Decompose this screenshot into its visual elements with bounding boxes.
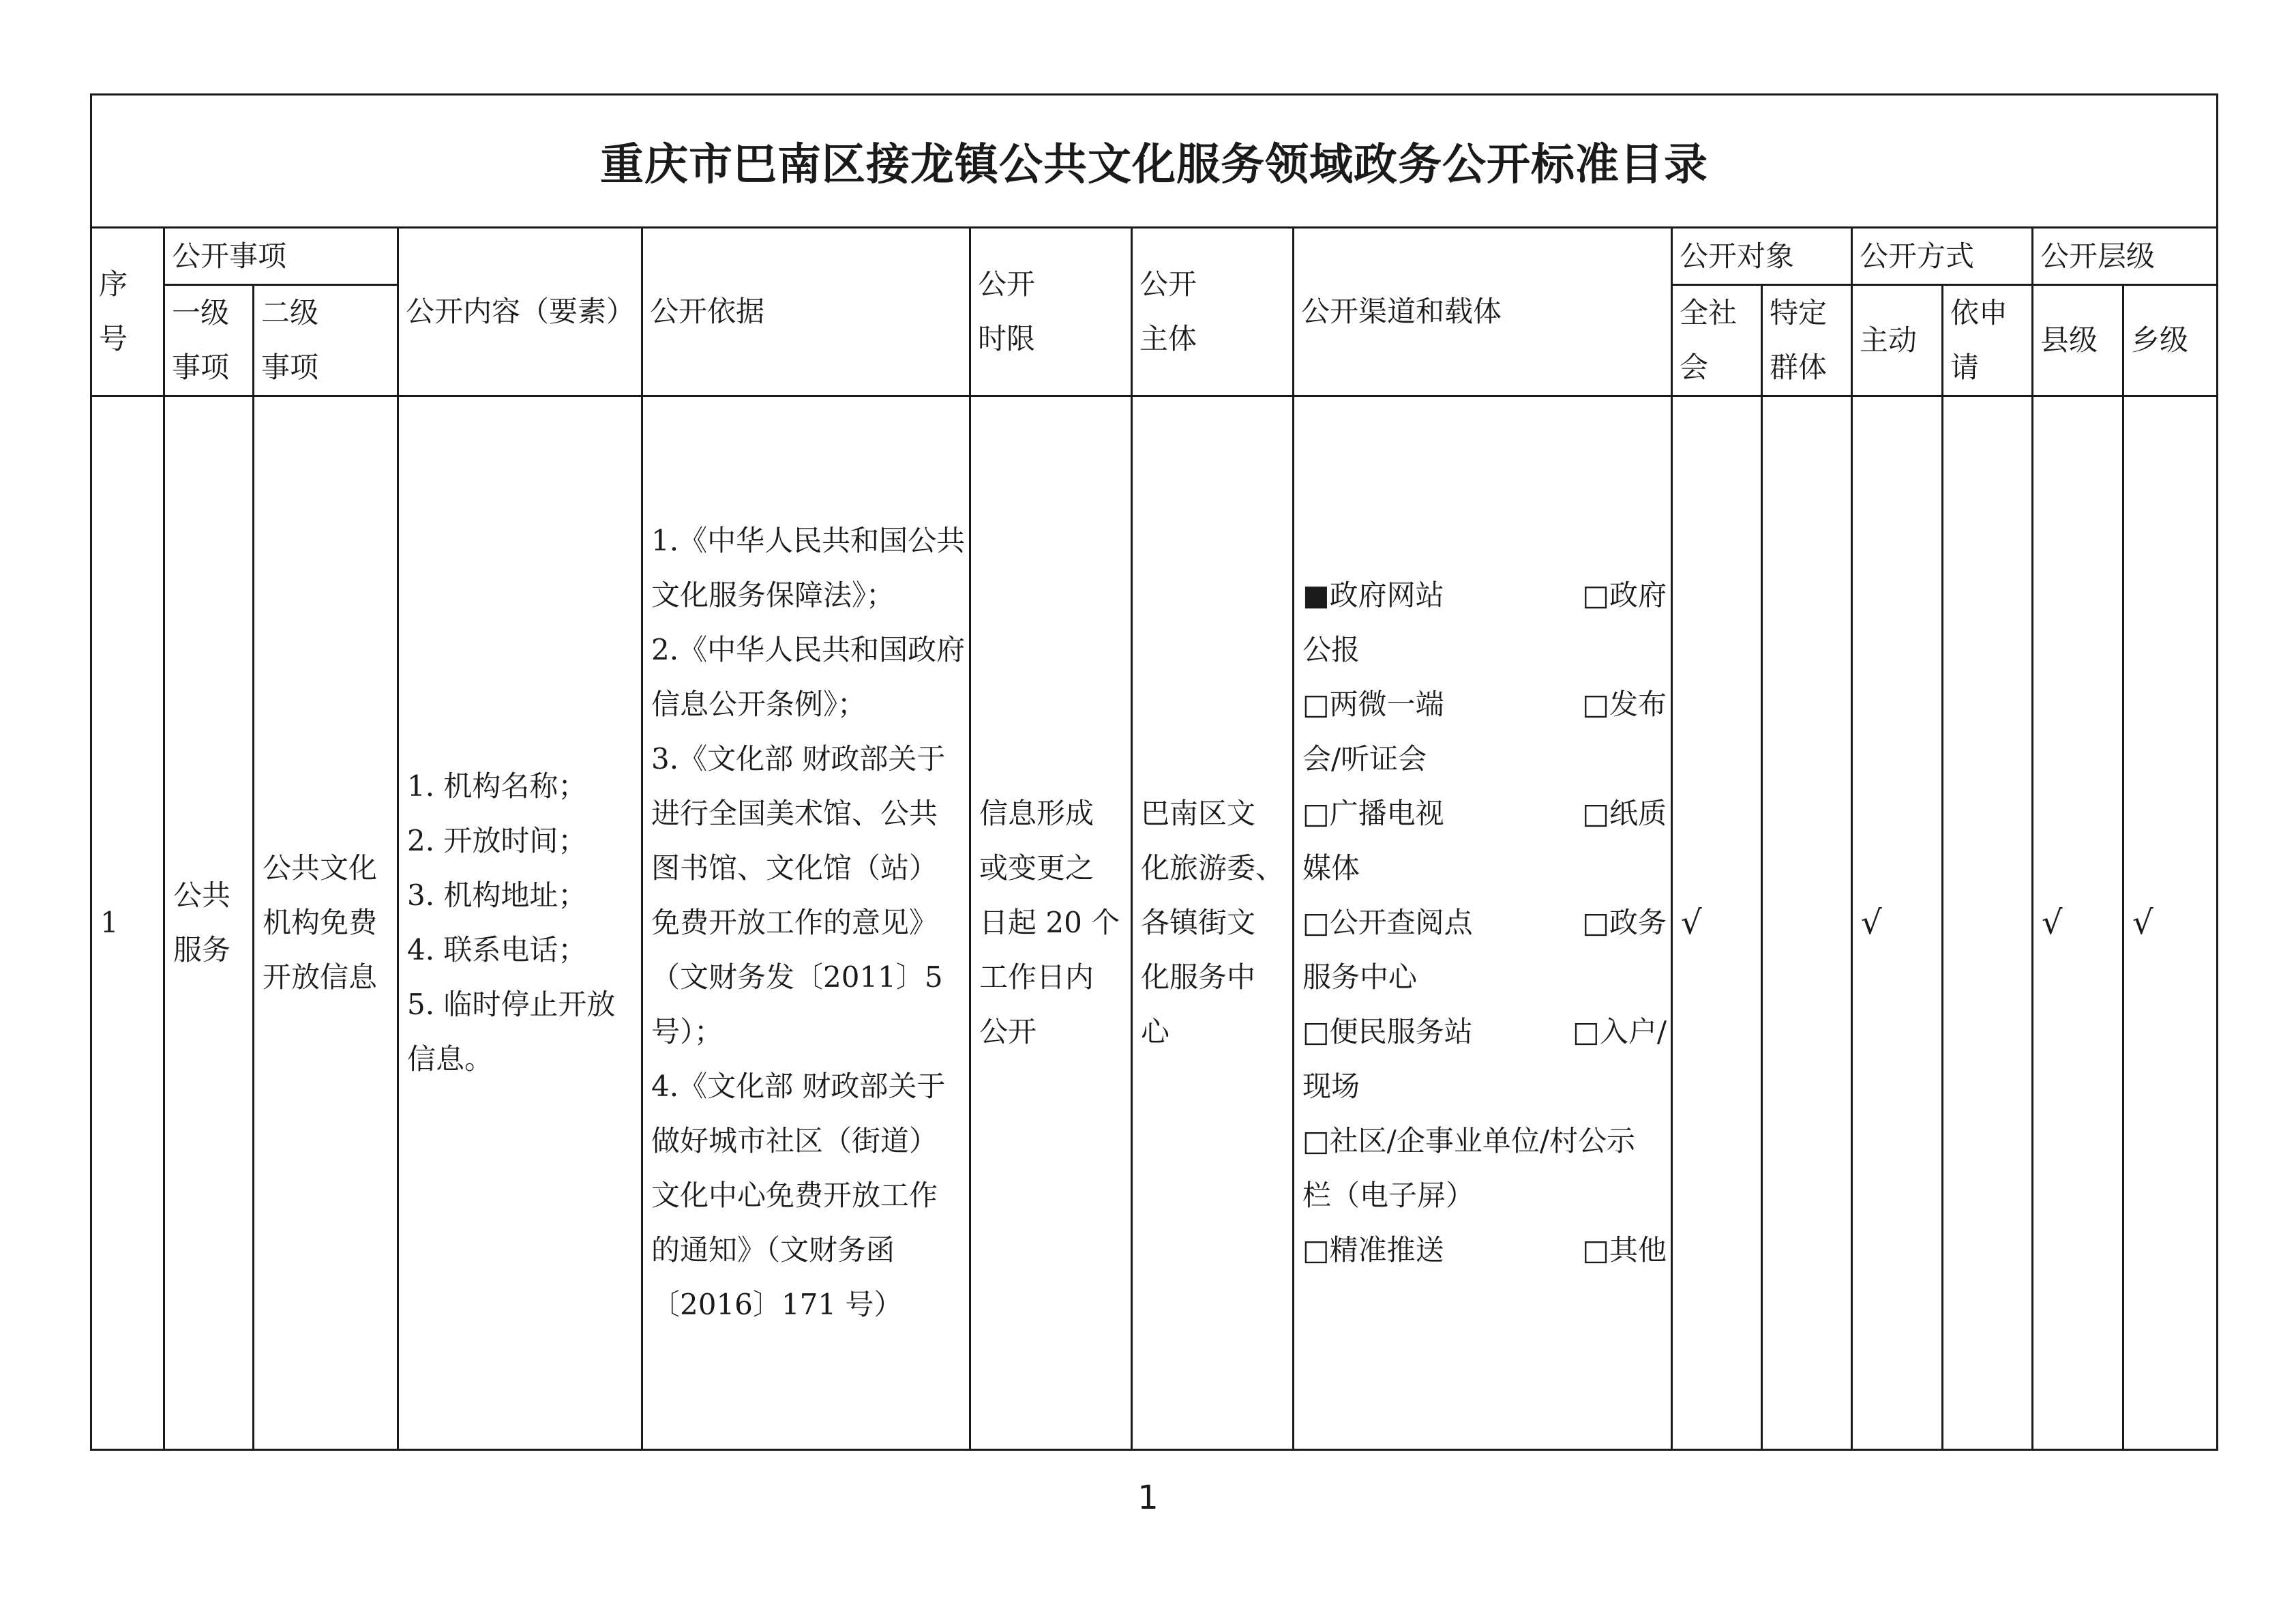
header-level2: 二级 事项 bbox=[254, 285, 398, 396]
document-title: 重庆市巴南区接龙镇公共文化服务领域政务公开标准目录 bbox=[91, 95, 2218, 228]
cell-level-county-check: √ bbox=[2033, 396, 2123, 1450]
cell-basis: 1.《中华人民共和国公共 文化服务保障法》； 2.《中华人民共和国政府 信息公开条例》； 3.《文化部 财政部关于 进行全国美术馆、公共 图书馆、文化馆（站） 免费开放工作的意见》 （文财务发〔2011〕5 号）； 4.《文化部 财政部关于 做好城市社区（街道） 文化中心免费开放工作 的通知》（文财务函 〔2016〕171 号） bbox=[642, 396, 970, 1450]
header-content: 公开内容（要素） bbox=[398, 228, 642, 396]
header-level1: 一级 事项 bbox=[164, 285, 254, 396]
header-method-request: 依申 请 bbox=[1943, 285, 2033, 396]
channel-line: 栏（电子屏） bbox=[1302, 1179, 1475, 1212]
header-time-limit: 公开 时限 bbox=[970, 228, 1132, 396]
header-method-active: 主动 bbox=[1852, 285, 1943, 396]
channel-line: 会/听证会 bbox=[1302, 742, 1427, 776]
cell-seq: 1 bbox=[91, 396, 164, 1450]
channel-line: □两微一端 □发布 bbox=[1302, 688, 1667, 721]
channel-line: ■政府网站 □政府 bbox=[1302, 578, 1667, 612]
header-subject: 公开 主体 bbox=[1132, 228, 1294, 396]
cell-target-specific-check bbox=[1762, 396, 1852, 1450]
cell-method-request-check bbox=[1943, 396, 2033, 1450]
cell-content: 1. 机构名称； 2. 开放时间； 3. 机构地址； 4. 联系电话； 5. 临时停止开放 信息。 bbox=[398, 396, 642, 1450]
header-level: 公开层级 bbox=[2033, 228, 2218, 285]
header-target: 公开对象 bbox=[1672, 228, 1852, 285]
header-basis: 公开依据 bbox=[642, 228, 970, 396]
header-method: 公开方式 bbox=[1852, 228, 2033, 285]
channel-line: 现场 bbox=[1302, 1069, 1360, 1103]
header-target-all: 全社 会 bbox=[1672, 285, 1762, 396]
header-target-specific: 特定 群体 bbox=[1762, 285, 1852, 396]
table-row bbox=[91, 396, 2218, 1450]
cell-method-active-check: √ bbox=[1852, 396, 1943, 1450]
header-level-county: 县级 bbox=[2033, 285, 2123, 396]
channel-line: □广播电视 □纸质 bbox=[1302, 797, 1667, 830]
channel-line: 媒体 bbox=[1302, 851, 1360, 885]
cell-level2: 公共文化 机构免费 开放信息 bbox=[254, 396, 398, 1450]
header-public-items: 公开事项 bbox=[164, 228, 398, 285]
channel-line: □便民服务站 □入户/ bbox=[1302, 1015, 1667, 1048]
channel-line: □公开查阅点 □政务 bbox=[1302, 906, 1667, 939]
cell-target-all-check: √ bbox=[1672, 396, 1762, 1450]
channel-line: □社区/企事业单位/村公示 bbox=[1302, 1124, 1635, 1157]
header-channels: 公开渠道和载体 bbox=[1294, 228, 1672, 396]
catalog-table bbox=[90, 93, 2218, 1451]
channel-line: □精准推送 □其他 bbox=[1302, 1233, 1667, 1267]
cell-level1: 公共 服务 bbox=[164, 396, 254, 1450]
header-level-town: 乡级 bbox=[2123, 285, 2218, 396]
header-seq: 序 号 bbox=[91, 228, 164, 396]
cell-subject: 巴南区文 化旅游委、 各镇街文 化服务中 心 bbox=[1132, 396, 1294, 1450]
channel-line: 公报 bbox=[1302, 633, 1360, 666]
cell-channels bbox=[1294, 396, 1672, 1450]
page-number: 1 bbox=[1137, 1479, 1159, 1517]
cell-time-limit: 信息形成 或变更之 日起 20 个 工作日内 公开 bbox=[970, 396, 1132, 1450]
channel-line: 服务中心 bbox=[1302, 960, 1418, 994]
cell-level-town-check: √ bbox=[2123, 396, 2218, 1450]
